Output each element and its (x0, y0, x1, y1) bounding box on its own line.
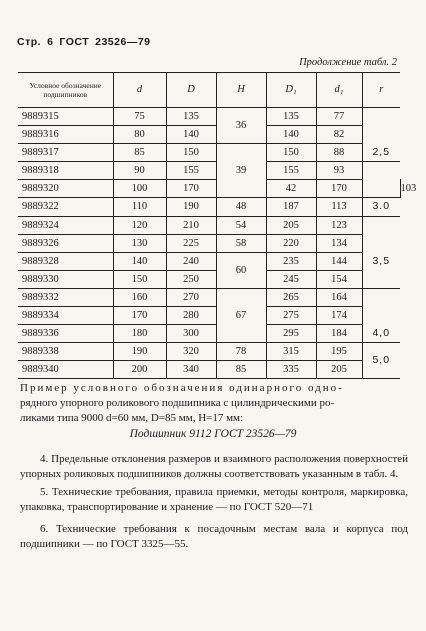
table-cell: 170 (316, 180, 362, 198)
table-cell: 39 (216, 144, 266, 198)
column-header: Условное обозначение подшипников (18, 73, 113, 108)
table-cell: 9889316 (18, 126, 113, 144)
table-cell: 170 (166, 180, 216, 198)
table-row (18, 144, 400, 162)
table-cell: 200 (113, 361, 166, 379)
table-cell: 110 (113, 198, 166, 216)
table-row (18, 288, 400, 306)
table-cell: 85 (113, 144, 166, 162)
table-row (18, 307, 400, 325)
table-cell: 9889317 (18, 144, 113, 162)
column-header: d (113, 73, 166, 108)
dimensions-table (18, 72, 417, 379)
table-cell: 140 (113, 252, 166, 270)
table-cell: 210 (166, 216, 216, 234)
table-cell: 58 (216, 234, 266, 252)
table-cell: 4,0 (362, 325, 400, 343)
table-cell: 205 (266, 216, 316, 234)
table-cell: 60 (216, 252, 266, 288)
table-cell: 190 (166, 198, 216, 216)
table-row (18, 162, 400, 180)
example-line-2: рядного упорного роликового подшипника с цилиндрическими ро- (20, 397, 335, 409)
table-cell: 140 (166, 126, 216, 144)
column-header: d₁ (316, 73, 362, 108)
table-cell: 113 (316, 198, 362, 216)
table-cell: 160 (113, 288, 166, 306)
table-cell: 130 (113, 234, 166, 252)
table-cell: 170 (113, 307, 166, 325)
table-cell: 180 (113, 325, 166, 343)
gost-label: ГОСТ (59, 36, 90, 48)
table-cell: 155 (166, 162, 216, 180)
table-row (18, 270, 400, 288)
table-cell: 90 (113, 162, 166, 180)
table-cell: 78 (216, 343, 266, 361)
table-cell: 9889320 (18, 180, 113, 198)
table-cell: 265 (266, 288, 316, 306)
table-cell: 9889318 (18, 162, 113, 180)
table-row (18, 216, 400, 234)
table-cell: 164 (316, 288, 362, 306)
table-cell: 250 (166, 270, 216, 288)
table-cell: 9889330 (18, 270, 113, 288)
table-cell: 150 (166, 144, 216, 162)
table-cell: 300 (166, 325, 216, 343)
table-cell: 205 (316, 361, 362, 379)
table-cell: 93 (316, 162, 362, 180)
table-cell: 240 (166, 252, 216, 270)
table-cell (362, 216, 400, 252)
table-row (18, 325, 400, 343)
table-cell: 295 (266, 325, 316, 343)
table-cell: 154 (316, 270, 362, 288)
table-continuation-label: Продолжение табл. 2 (299, 57, 397, 68)
column-header: r (362, 73, 400, 108)
table-cell: 9889340 (18, 361, 113, 379)
table-cell: 220 (266, 234, 316, 252)
table-cell: 140 (266, 126, 316, 144)
table-cell: 9889336 (18, 325, 113, 343)
page-number: 6 (47, 36, 54, 48)
table-cell: 120 (113, 216, 166, 234)
gost-number: 23526—79 (95, 36, 151, 48)
table-cell: 144 (316, 252, 362, 270)
paragraph-5: 5. Технические требования, правила приемки, методы контроля, маркировка, упаковка, транспортирование и хранение — по ГОСТ 520—71 (20, 486, 408, 513)
table-cell: 184 (316, 325, 362, 343)
table-row (18, 108, 400, 126)
table-cell: 3,5 (362, 252, 400, 270)
designation-example (20, 381, 408, 426)
example-line-1: Пример условного обозначения одинарного одно- (20, 382, 344, 394)
table-cell: 2,5 (362, 144, 400, 162)
paragraph-6: 6. Технические требования к посадочным местам вала и корпуса под подшипники — по ГОСТ 3325—55. (20, 523, 408, 550)
table-cell (362, 288, 400, 324)
column-header: D (166, 73, 216, 108)
example-line-3: ликами типа 9000 d=60 мм, D=85 мм, H=17 мм: (20, 412, 244, 424)
table-row (18, 252, 400, 270)
table-cell (362, 162, 400, 198)
table-cell: 235 (266, 252, 316, 270)
table-cell: 135 (166, 108, 216, 126)
table-cell: 174 (316, 307, 362, 325)
table-row: 9889320 100 170 42 170 103 (18, 180, 400, 198)
page-header (17, 36, 157, 48)
table-cell: 9889326 (18, 234, 113, 252)
table-cell: 3.0 (362, 198, 400, 216)
table-cell: 36 (216, 108, 266, 144)
table-cell: 85 (216, 361, 266, 379)
table-cell: 9889324 (18, 216, 113, 234)
table-cell: 270 (166, 288, 216, 306)
table-cell: 54 (216, 216, 266, 234)
table-cell: 275 (266, 307, 316, 325)
table-cell: 80 (113, 126, 166, 144)
table-cell: 134 (316, 234, 362, 252)
table-cell: 9889328 (18, 252, 113, 270)
table-cell (362, 108, 400, 144)
table-row (18, 126, 400, 144)
table-row (18, 361, 400, 379)
table-cell: 245 (266, 270, 316, 288)
table-cell: 335 (266, 361, 316, 379)
table-row (18, 234, 400, 252)
table-cell: 155 (266, 162, 316, 180)
table-cell (362, 270, 400, 288)
column-header: H (216, 73, 266, 108)
table-cell: 9889332 (18, 288, 113, 306)
table-cell: 5,0 (362, 343, 400, 379)
table-cell: 67 (216, 288, 266, 342)
column-header: D₁ (266, 73, 316, 108)
table-cell: 88 (316, 144, 362, 162)
table-cell: 187 (266, 198, 316, 216)
table-cell: 9889338 (18, 343, 113, 361)
table-cell: 195 (316, 343, 362, 361)
table-row (18, 343, 400, 361)
table-cell: 9889334 (18, 307, 113, 325)
table-cell: 225 (166, 234, 216, 252)
bearing-designation: Подшипник 9112 ГОСТ 23526—79 (129, 428, 297, 440)
table-cell: 315 (266, 343, 316, 361)
table-cell: 135 (266, 108, 316, 126)
table-cell: 340 (166, 361, 216, 379)
table-cell: 150 (266, 144, 316, 162)
table-cell: 77 (316, 108, 362, 126)
paragraph-4: 4. Предельные отклонения размеров и взаимного расположения поверхностей упорных роликовых подшипников должны соответствовать указанным в табл. 4. (20, 453, 408, 480)
table-cell: 190 (113, 343, 166, 361)
table-cell: 100 (113, 180, 166, 198)
table-cell: 48 (216, 198, 266, 216)
table-cell: 123 (316, 216, 362, 234)
table-cell: 42 (266, 180, 316, 198)
table-row (18, 198, 400, 216)
page-prefix: Стр. (17, 36, 42, 48)
table-cell: 150 (113, 270, 166, 288)
table-cell: 320 (166, 343, 216, 361)
table-cell: 9889315 (18, 108, 113, 126)
table-cell: 75 (113, 108, 166, 126)
table-cell: 280 (166, 307, 216, 325)
table-cell: 82 (316, 126, 362, 144)
table-header-row (18, 73, 400, 108)
table-cell: 9889322 (18, 198, 113, 216)
